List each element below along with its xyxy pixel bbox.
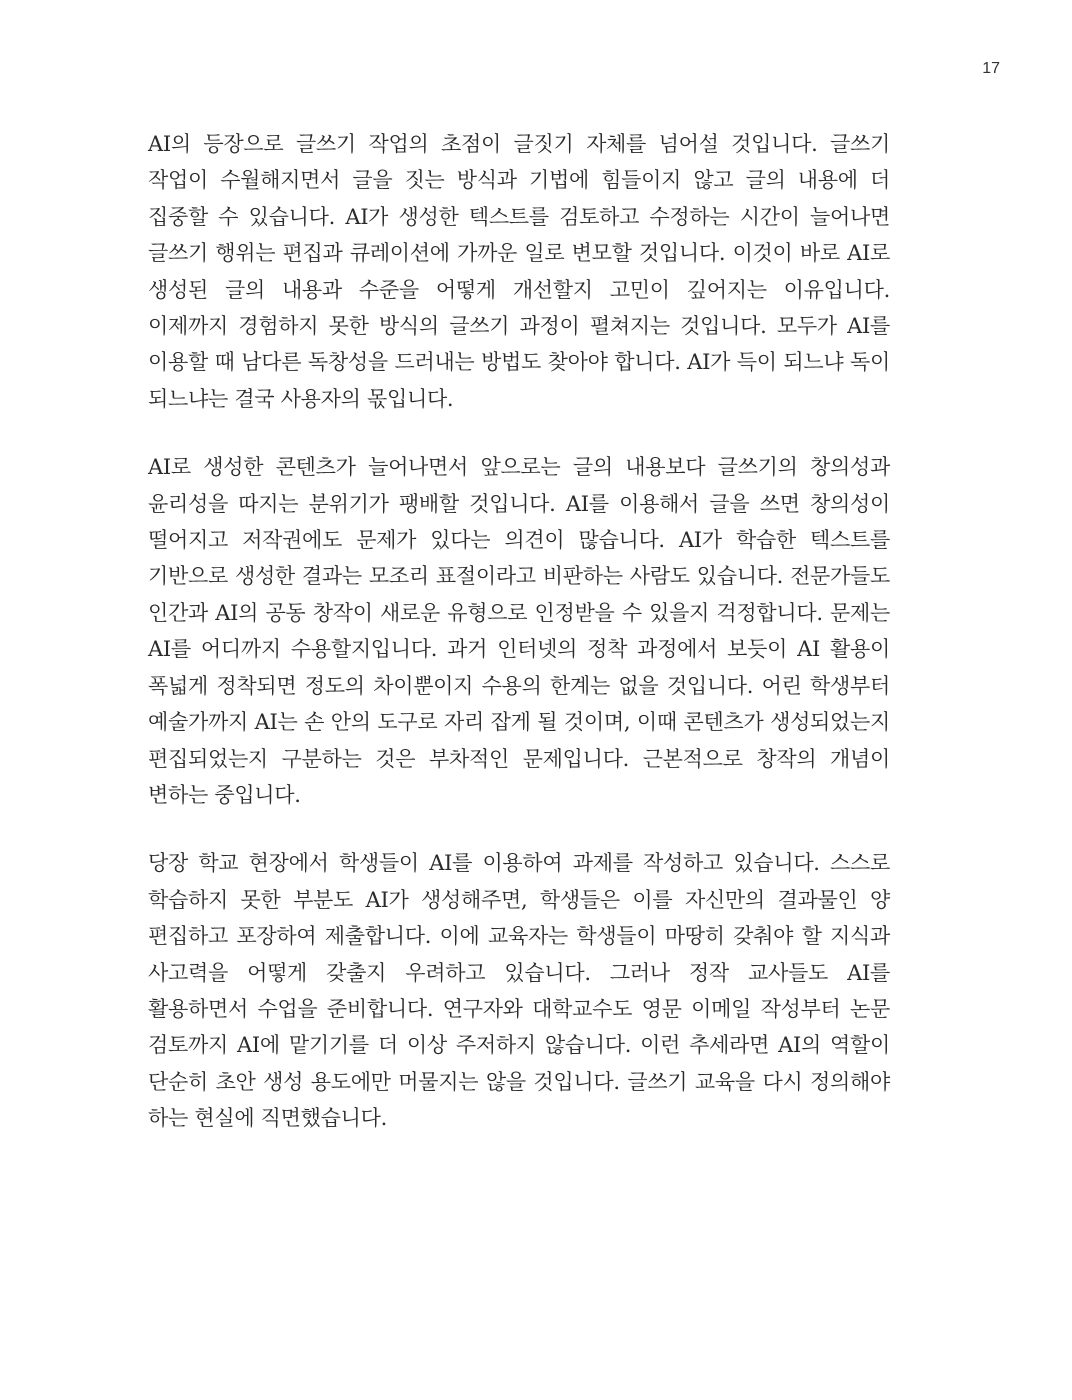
body-text [148, 126, 890, 1169]
page-number: 17 [982, 60, 1000, 77]
paragraph-2: AI로 생성한 콘텐츠가 늘어나면서 앞으로는 글의 내용보다 글쓰기의 창의성과 윤리성을 따지는 분위기가 팽배할 것입니다. AI를 이용해서 글을 쓰면 창의성이 떨어지고 저작권에도 문제가 있다는 의견이 많습니다. AI가 학습한 텍스트를 기반으로 생성한 결과는 모조리 표절이라고 비판하는 사람도 있습니다. 전문가들도 인간과 AI의 공동 창작이 새로운 유형으로 인정받을 수 있을지 걱정합니다. 문제는 AI를 어디까지 수용할지입니다. 과거 인터넷의 정착 과정에서 보듯이 AI 활용이 폭넓게 정착되면 정도의 차이뿐이지 수용의 한계는 없을 것입니다. 어린 학생부터 예술가까지 AI는 손 안의 도구로 자리 잡게 될 것이며, 이때 콘텐츠가 생성되었는지 편집되었는지 구분하는 것은 부차적인 문제입니다. 근본적으로 창작의 개념이 변하는 중입니다. [148, 455, 890, 807]
paragraph-1: AI의 등장으로 글쓰기 작업의 초점이 글짓기 자체를 넘어설 것입니다. 글쓰기 작업이 수월해지면서 글을 짓는 방식과 기법에 힘들이지 않고 글의 내용에 더 집중할 수 있습니다. AI가 생성한 텍스트를 검토하고 수정하는 시간이 늘어나면 글쓰기 행위는 편집과 큐레이션에 가까운 일로 변모할 것입니다. 이것이 바로 AI로 생성된 글의 내용과 수준을 어떻게 개선할지 고민이 깊어지는 이유입니다. 이제까지 경험하지 못한 방식의 글쓰기 과정이 펼쳐지는 것입니다. 모두가 AI를 이용할 때 남다른 독창성을 드러내는 방법도 찾아야 합니다. AI가 득이 되느냐 독이 되느냐는 결국 사용자의 몫입니다. [148, 132, 890, 411]
paragraph-3: 당장 학교 현장에서 학생들이 AI를 이용하여 과제를 작성하고 있습니다. 스스로 학습하지 못한 부분도 AI가 생성해주면, 학생들은 이를 자신만의 결과물인 양 편집하고 포장하여 제출합니다. 이에 교육자는 학생들이 마땅히 갖춰야 할 지식과 사고력을 어떻게 갖출지 우려하고 있습니다. 그러나 정작 교사들도 AI를 활용하면서 수업을 준비합니다. 연구자와 대학교수도 영문 이메일 작성부터 논문 검토까지 AI에 맡기기를 더 이상 주저하지 않습니다. 이런 추세라면 AI의 역할이 단순히 초안 생성 용도에만 머물지는 않을 것입니다. 글쓰기 교육을 다시 정의해야 하는 현실에 직면했습니다. [148, 851, 890, 1131]
